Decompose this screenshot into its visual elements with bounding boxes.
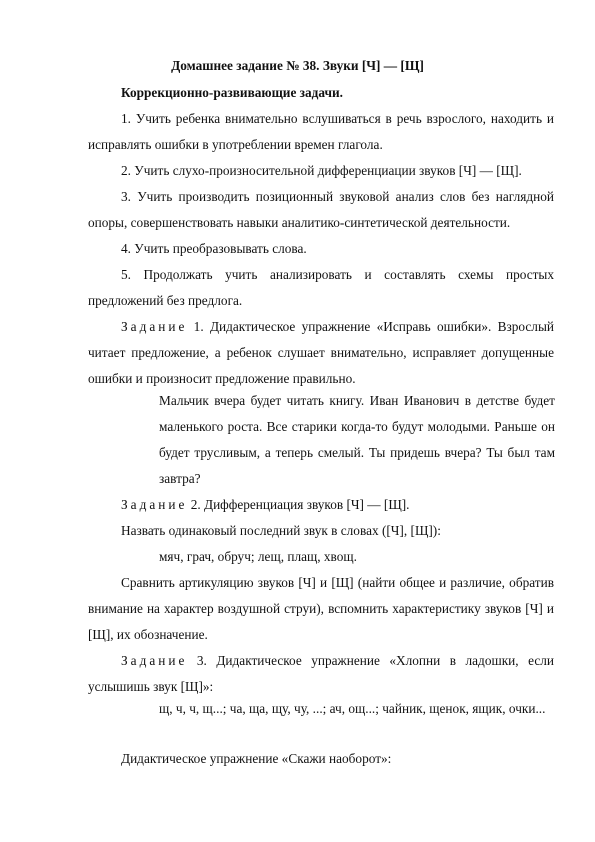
exercise-1-text: 1. Дидактическое упражнение «Исправь ошибки». Взрослый читает предложение, а ребенок слушает внимательно, исправляет допущенные ошибки и произносит предложение правильно. xyxy=(88,319,554,386)
exercise-2 xyxy=(88,492,554,518)
exercise-1 xyxy=(88,314,554,392)
exercise-2-words: мяч, грач, обруч; лещ, плащ, хвощ. xyxy=(159,549,357,564)
exercise-2-compare: Сравнить артикуляцию звуков [Ч] и [Щ] (найти общее и различие, обратив внимание на характер воздушной струи), вспомнить характеристику звуков [Ч] и [Щ], их обозначение. xyxy=(88,575,554,642)
exercise-3-items: щ, ч, ч, щ...; ча, ща, щу, чу, ...; ач, ощ...; чайник, щенок, ящик, очки... xyxy=(159,701,546,716)
exercise-1-quote: Мальчик вчера будет читать книгу. Иван Иванович в детстве будет маленького роста. Все старики когда-то будут молодыми. Раньше он будет трусливым, а теперь смелый. Ты придешь вчера? Ты был там завтра? xyxy=(159,393,555,486)
exercise-3-text: 3. Дидактическое упражнение «Хлопни в ладошки, если услышишь звук [Щ]»: xyxy=(88,653,554,694)
task-3: 3. Учить производить позиционный звуковой анализ слов без наглядной опоры, совершенствовать навыки аналитико-синтетической деятельности. xyxy=(88,189,554,230)
exercise-next: Дидактическое упражнение «Скажи наоборот»: xyxy=(121,751,392,766)
task-4: 4. Учить преобразовывать слова. xyxy=(121,241,307,256)
task-2: 2. Учить слухо-произносительной дифференциации звуков [Ч] — [Щ]. xyxy=(121,163,522,178)
task-1: 1. Учить ребенка внимательно вслушиваться в речь взрослого, находить и исправлять ошибки в употреблении времен глагола. xyxy=(88,111,554,152)
exercise-2-instruction: Назвать одинаковый последний звук в словах ([Ч], [Щ]): xyxy=(121,523,441,538)
tasks-heading: Коррекционно-развивающие задачи. xyxy=(121,85,344,100)
exercise-2-text: 2. Дифференциация звуков [Ч] — [Щ]. xyxy=(187,497,410,512)
exercise-2-label: Задание xyxy=(121,497,188,512)
exercise-3-label: Задание xyxy=(121,653,188,668)
task-5: 5. Продолжать учить анализировать и составлять схемы простых предложений без предлога. xyxy=(88,267,554,308)
exercise-1-label: Задание xyxy=(121,319,188,334)
exercise-3 xyxy=(88,648,554,700)
page-title: Домашнее задание № 38. Звуки [Ч] — [Щ] xyxy=(171,58,424,73)
